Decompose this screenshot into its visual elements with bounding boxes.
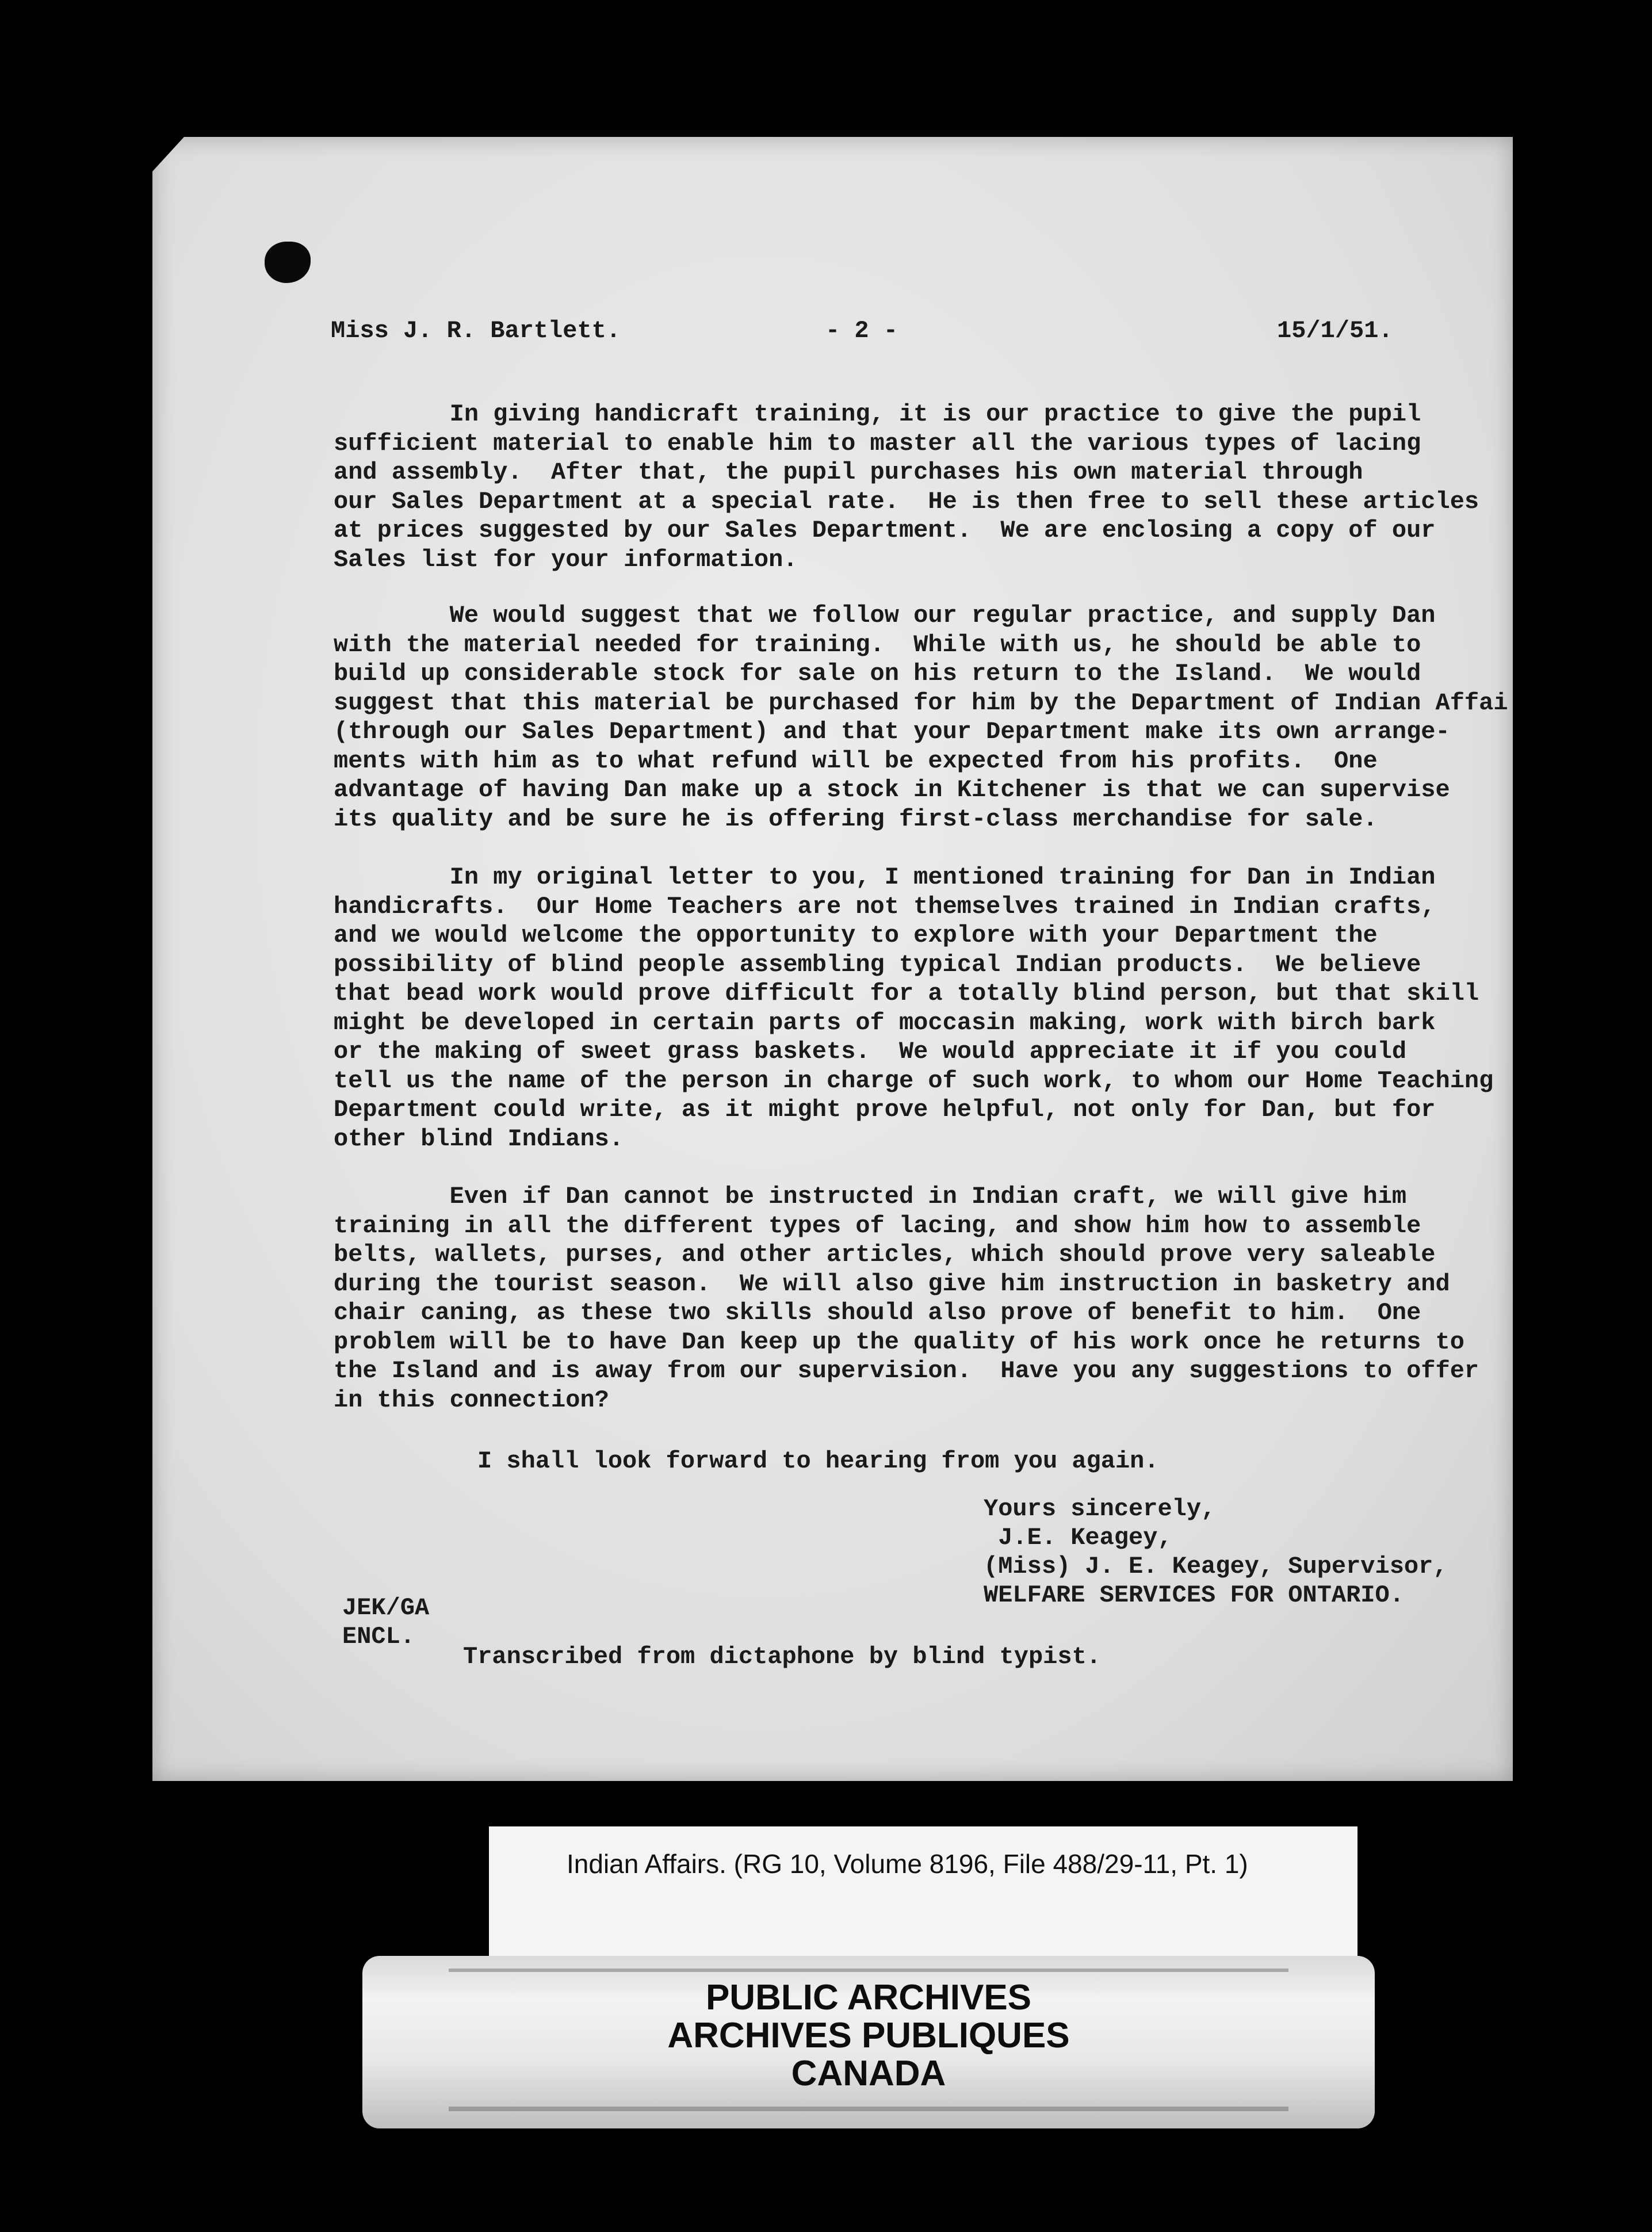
paragraph-lacing-instruction: Even if Dan cannot be instructed in Indian craft, we will give him training in all the different types of lacing, and show him how to assemble belts, wallets, purses, and other articles, which should prove very saleable during the tourist season. We will also give him instruction in basketry and chair caning, as these two skills should also prove of benefit to him. One problem will be to have Dan keep up the quality of his work once he returns to the Island and is away from our supervision. Have you any suggestions to offer in this connection? bbox=[334, 1183, 1479, 1414]
archive-stamp-text bbox=[362, 1979, 1375, 2093]
paragraph-closing-remark: I shall look forward to hearing from you again. bbox=[477, 1447, 1159, 1475]
archive-citation-label bbox=[489, 1826, 1357, 1965]
letter-date: 15/1/51. bbox=[1277, 317, 1393, 345]
archive-stamp-line-1: PUBLIC ARCHIVES bbox=[705, 1978, 1032, 2017]
reference-initials: JEK/GA ENCL. bbox=[342, 1594, 430, 1650]
addressee-header: Miss J. R. Bartlett. bbox=[331, 317, 621, 345]
page-number: - 2 - bbox=[825, 317, 898, 345]
torn-corner bbox=[152, 137, 184, 171]
transcription-note: Transcribed from dictaphone by blind typist. bbox=[463, 1643, 1101, 1671]
archive-stamp-line-2: ARCHIVES PUBLIQUES bbox=[667, 2016, 1070, 2055]
paragraph-indian-handicrafts: In my original letter to you, I mentioned training for Dan in Indian handicrafts. Our Home Teachers are not themselves trained in Indian crafts, and we would welcome the opportunity to explore with your Department the possibility of blind people assembling typical Indian products. We believe that bead work would prove difficult for a totally blind person, but that skill might be developed in certain parts of moccasin making, work with birch bark or the making of sweet grass baskets. We would appreciate it if you could tell us the name of the person in charge of such work, to whom our Home Teaching Department could write, as it might prove helpful, not only for Dan, but for other blind Indians. bbox=[334, 863, 1494, 1153]
archive-stamp bbox=[362, 1956, 1375, 2128]
archive-citation-text: Indian Affairs. (RG 10, Volume 8196, File 488/29-11, Pt. 1) bbox=[567, 1849, 1248, 1879]
paragraph-handicraft-training: In giving handicraft training, it is our practice to give the pupil sufficient material to enable him to master all the various types of lacing and assembly. After that, the pupil purchases his own material through our Sales Department at a special rate. He is then free to sell these articles at prices suggested by our Sales Department. We are enclosing a copy of our Sales list for your information. bbox=[334, 400, 1479, 574]
signature-block: Yours sincerely, J.E. Keagey, (Miss) J. E. Keagey, Supervisor, WELFARE SERVICES FOR ONTARIO. bbox=[984, 1495, 1448, 1609]
archive-stamp-line-3: CANADA bbox=[791, 2054, 946, 2093]
paragraph-material-supply: We would suggest that we follow our regular practice, and supply Dan with the material needed for training. While with us, he should be able to build up considerable stock for sale on his return to the Island. We would suggest that this material be purchased for him by the Department of Indian Affai (through our Sales Department) and that your Department make its own arrange- ments with him as to what refund will be expected from his profits. One advantage of having Dan make up a stock in Kitchener is that we can supervise its quality and be sure he is offering first-class merchandise for sale. bbox=[334, 602, 1508, 833]
